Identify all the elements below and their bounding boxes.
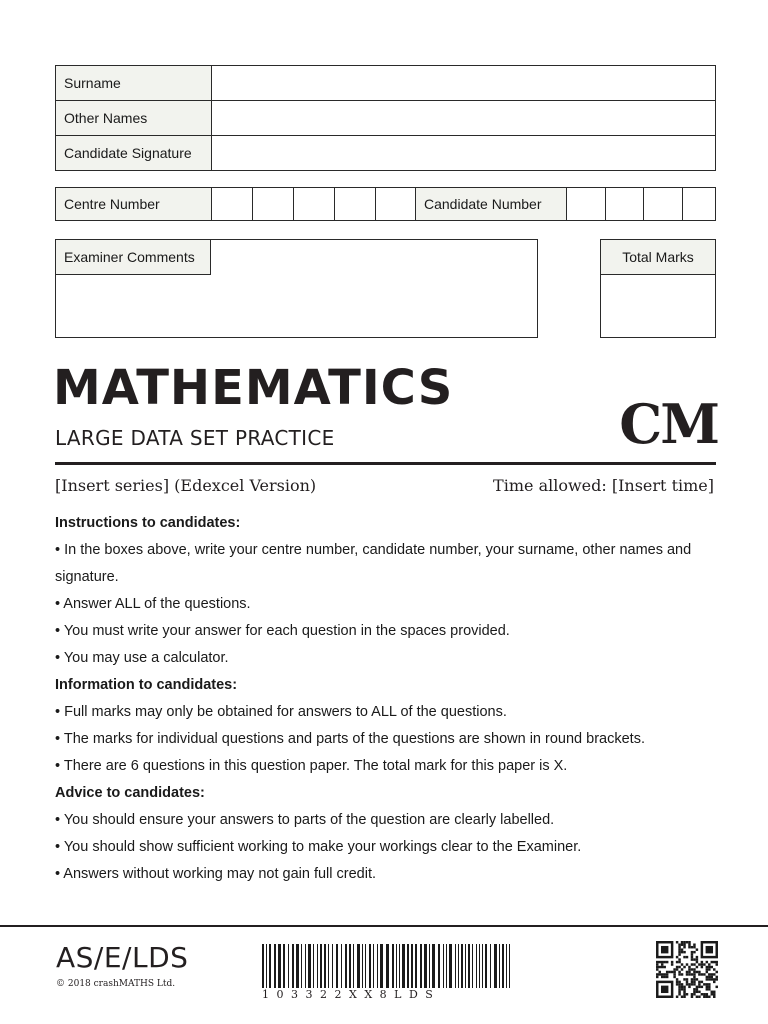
bullet-item: • Full marks may only be obtained for answers to ALL of the questions. (55, 704, 507, 720)
centre-number-box[interactable] (253, 188, 294, 220)
bullet-item: • There are 6 questions in this question paper. The total mark for this paper is X. (55, 758, 568, 774)
advice-section (55, 780, 725, 888)
other-names-field[interactable] (212, 101, 716, 136)
surname-field[interactable] (212, 66, 716, 101)
page-title: MATHEMATICS (53, 360, 454, 416)
bullet-item: • You must write your answer for each question in the spaces provided. (55, 623, 510, 639)
exam-series: [Insert series] (Edexcel Version) (55, 476, 317, 495)
signature-label: Candidate Signature (56, 136, 212, 171)
candidate-details-table (55, 65, 716, 171)
section-heading: Instructions to candidates: (55, 515, 241, 531)
centre-number-box[interactable] (376, 188, 416, 220)
bullet-item: • In the boxes above, write your centre number, candidate number, your surname, other names and signature. (55, 542, 692, 585)
centre-number-label: Centre Number (56, 188, 212, 220)
centre-number-box[interactable] (335, 188, 376, 220)
centre-number-box[interactable] (294, 188, 335, 220)
bullet-item: • You should show sufficient working to make your workings clear to the Examiner. (55, 839, 582, 855)
total-marks-label: Total Marks (600, 239, 716, 275)
footer-divider (0, 925, 768, 927)
section-heading: Information to candidates: (55, 677, 238, 693)
paper-code: AS/E/LDS (56, 941, 189, 974)
surname-label: Surname (56, 66, 212, 101)
signature-field[interactable] (212, 136, 716, 171)
barcode-number: 103322XX8LDS (262, 988, 441, 1001)
section-heading: Advice to candidates: (55, 785, 205, 801)
candidate-guidance (55, 510, 725, 888)
centre-number-box[interactable] (212, 188, 253, 220)
bullet-item: • You should ensure your answers to parts of the question are clearly labelled. (55, 812, 555, 828)
bullet-item: • You may use a calculator. (55, 650, 229, 666)
candidate-number-box[interactable] (606, 188, 644, 220)
crashmaths-logo: CM (619, 392, 718, 456)
barcode-icon (262, 944, 512, 988)
candidate-number-box[interactable] (644, 188, 683, 220)
copyright-notice: © 2018 crashMATHS Ltd. (56, 979, 176, 989)
information-section (55, 672, 725, 780)
header-divider (55, 462, 716, 465)
candidate-number-box[interactable] (683, 188, 714, 220)
instructions-section (55, 510, 725, 672)
other-names-label: Other Names (56, 101, 212, 136)
qr-code-icon (656, 941, 718, 998)
bullet-item: • Answers without working may not gain full credit. (55, 866, 376, 882)
bullet-item: • Answer ALL of the questions. (55, 596, 251, 612)
candidate-number-row (415, 187, 716, 221)
examiner-comments-label: Examiner Comments (55, 239, 211, 275)
candidate-number-label: Candidate Number (416, 188, 567, 220)
bullet-item: • The marks for individual questions and parts of the questions are shown in round brackets. (55, 731, 645, 747)
centre-number-row (55, 187, 417, 221)
time-allowed: Time allowed: [Insert time] (493, 476, 714, 495)
page-subtitle: LARGE DATA SET PRACTICE (55, 426, 335, 450)
candidate-number-box[interactable] (567, 188, 606, 220)
